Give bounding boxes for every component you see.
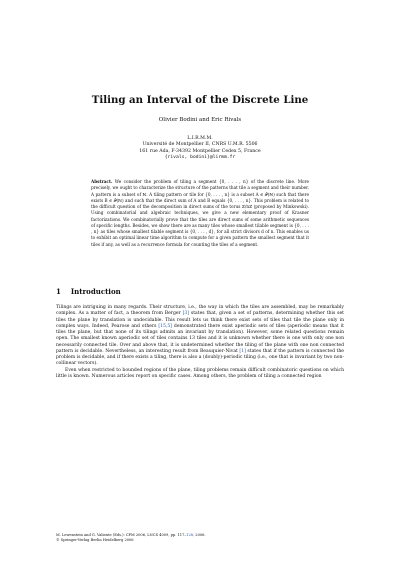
section-title: Introduction — [70, 287, 121, 296]
affiliation-lab: L.I.R.M.M. — [187, 136, 213, 141]
p1-text-d: states that if the pattern is connected the problem is decidable, and if there exists a tiling, there is also a (doubly)-periodic tiling (i.e., one that is invariant by two non-collinear vectors). — [56, 348, 344, 367]
section-heading — [56, 287, 131, 296]
citation-link[interactable]: [3] — [182, 311, 190, 317]
page-link[interactable]: 128 — [186, 533, 194, 537]
abstract-text: We consider the problem of tiling a segment {0, . . . , n} of the discrete line. More precisely, we ought to characterize the structure of the patterns that tile a segment and their number. A pattern is a subset of ℕ. A tiling pattern or tile for {0, . . . , n} is a subset A ∈ 𝒫(ℕ) such that there exists B ∈ 𝒫(ℕ) and such that the direct sum of A and B equals {0, . . . , n}. This problem is related to the difficult question of the decomposition in direct sums of the torus ℤ/nℤ (proposed by Minkowski). Using combinatorial and algebraic techniques, we give a new elementary proof of Krasner factorizations. We combinatorially prove that the tiles are direct sums of some arithmetic sequences of specific lengths. Besides, we show there are as many tiles whose smallest tilable segment is {0, . . . , n} as tiles whose smallest tilable segment is {0, . . . , d}, for all strict divisors d of n. This enables us to exhibit an optimal linear time algorithm to compute for a given pattern the smallest segment that it tiles if any, as well as a recurrence formula for counting the tiles of a segment. — [91, 179, 309, 247]
p1-text-c: demonstrated there exist aperiodic sets of tiles (aperiodic means that it tiles the plane, but that none of its tilings admits an invariant by translation). However, some related questions remain open. The smallest known aperiodic set of tiles contains 13 tiles and it is unknown whether there is one with only one non necessarily connected tile. Over and above that, it is undetermined whether the tiling of the plane with one non connected pattern is decidable. Nevertheless, an interesting result from Beauquier-Nivat — [56, 323, 344, 354]
abstract — [91, 179, 309, 248]
footnote-line-2: © Springer-Verlag Berlin Heidelberg 2006 — [56, 537, 134, 542]
intro-paragraph-2: Even when restricted to bounded regions of the plane, tiling problems remain difficult combinatoric questions on which little is known. Numerous articles report on specific cases. Among others, the problem of tiling a connected region — [56, 367, 344, 379]
footnote-text-a: M. Lewenstein and G. Valiente (Eds.): CPM 2006, LNCS 4009, pp. 117– — [56, 533, 187, 537]
affiliation-email: {rivals, bodini}@lirmm.fr — [164, 154, 236, 160]
intro-paragraph-1 — [56, 305, 344, 368]
section-number: 1 — [56, 287, 61, 296]
abstract-label: Abstract. — [91, 179, 113, 184]
paper-title: Tiling an Interval of the Discrete Line — [91, 94, 309, 106]
footnote — [56, 533, 344, 542]
paper-authors: Olivier Bodini and Eric Rivals — [158, 117, 242, 123]
intro-body — [56, 305, 344, 380]
affiliation-block — [60, 136, 340, 161]
affiliation-address: 161 rue Ada, F-34392 Montpellier Cedex 5, France — [139, 148, 261, 154]
affiliation-university: Université de Montpellier II, CNRS U.M.R. 5506 — [142, 142, 258, 148]
footnote-text-b: , 2006. — [193, 533, 206, 537]
p1-text-a: Tilings are intriguing in many regards. Their structure, i.e., the way in which the tiles are assembled, may be remarkably complex. As a matter of fact, a theorem from Berger — [56, 305, 344, 317]
citation-link[interactable]: [15,5] — [158, 323, 173, 329]
citation-link[interactable]: [1] — [239, 348, 246, 354]
p1-text-b: states that, given a set of patterns, determining whether this set tiles the plane by translation is undecidable. This result lets us think there exist sets of tiles that tile the plane only in complex ways. Indeed, Pearose and others — [56, 311, 344, 329]
